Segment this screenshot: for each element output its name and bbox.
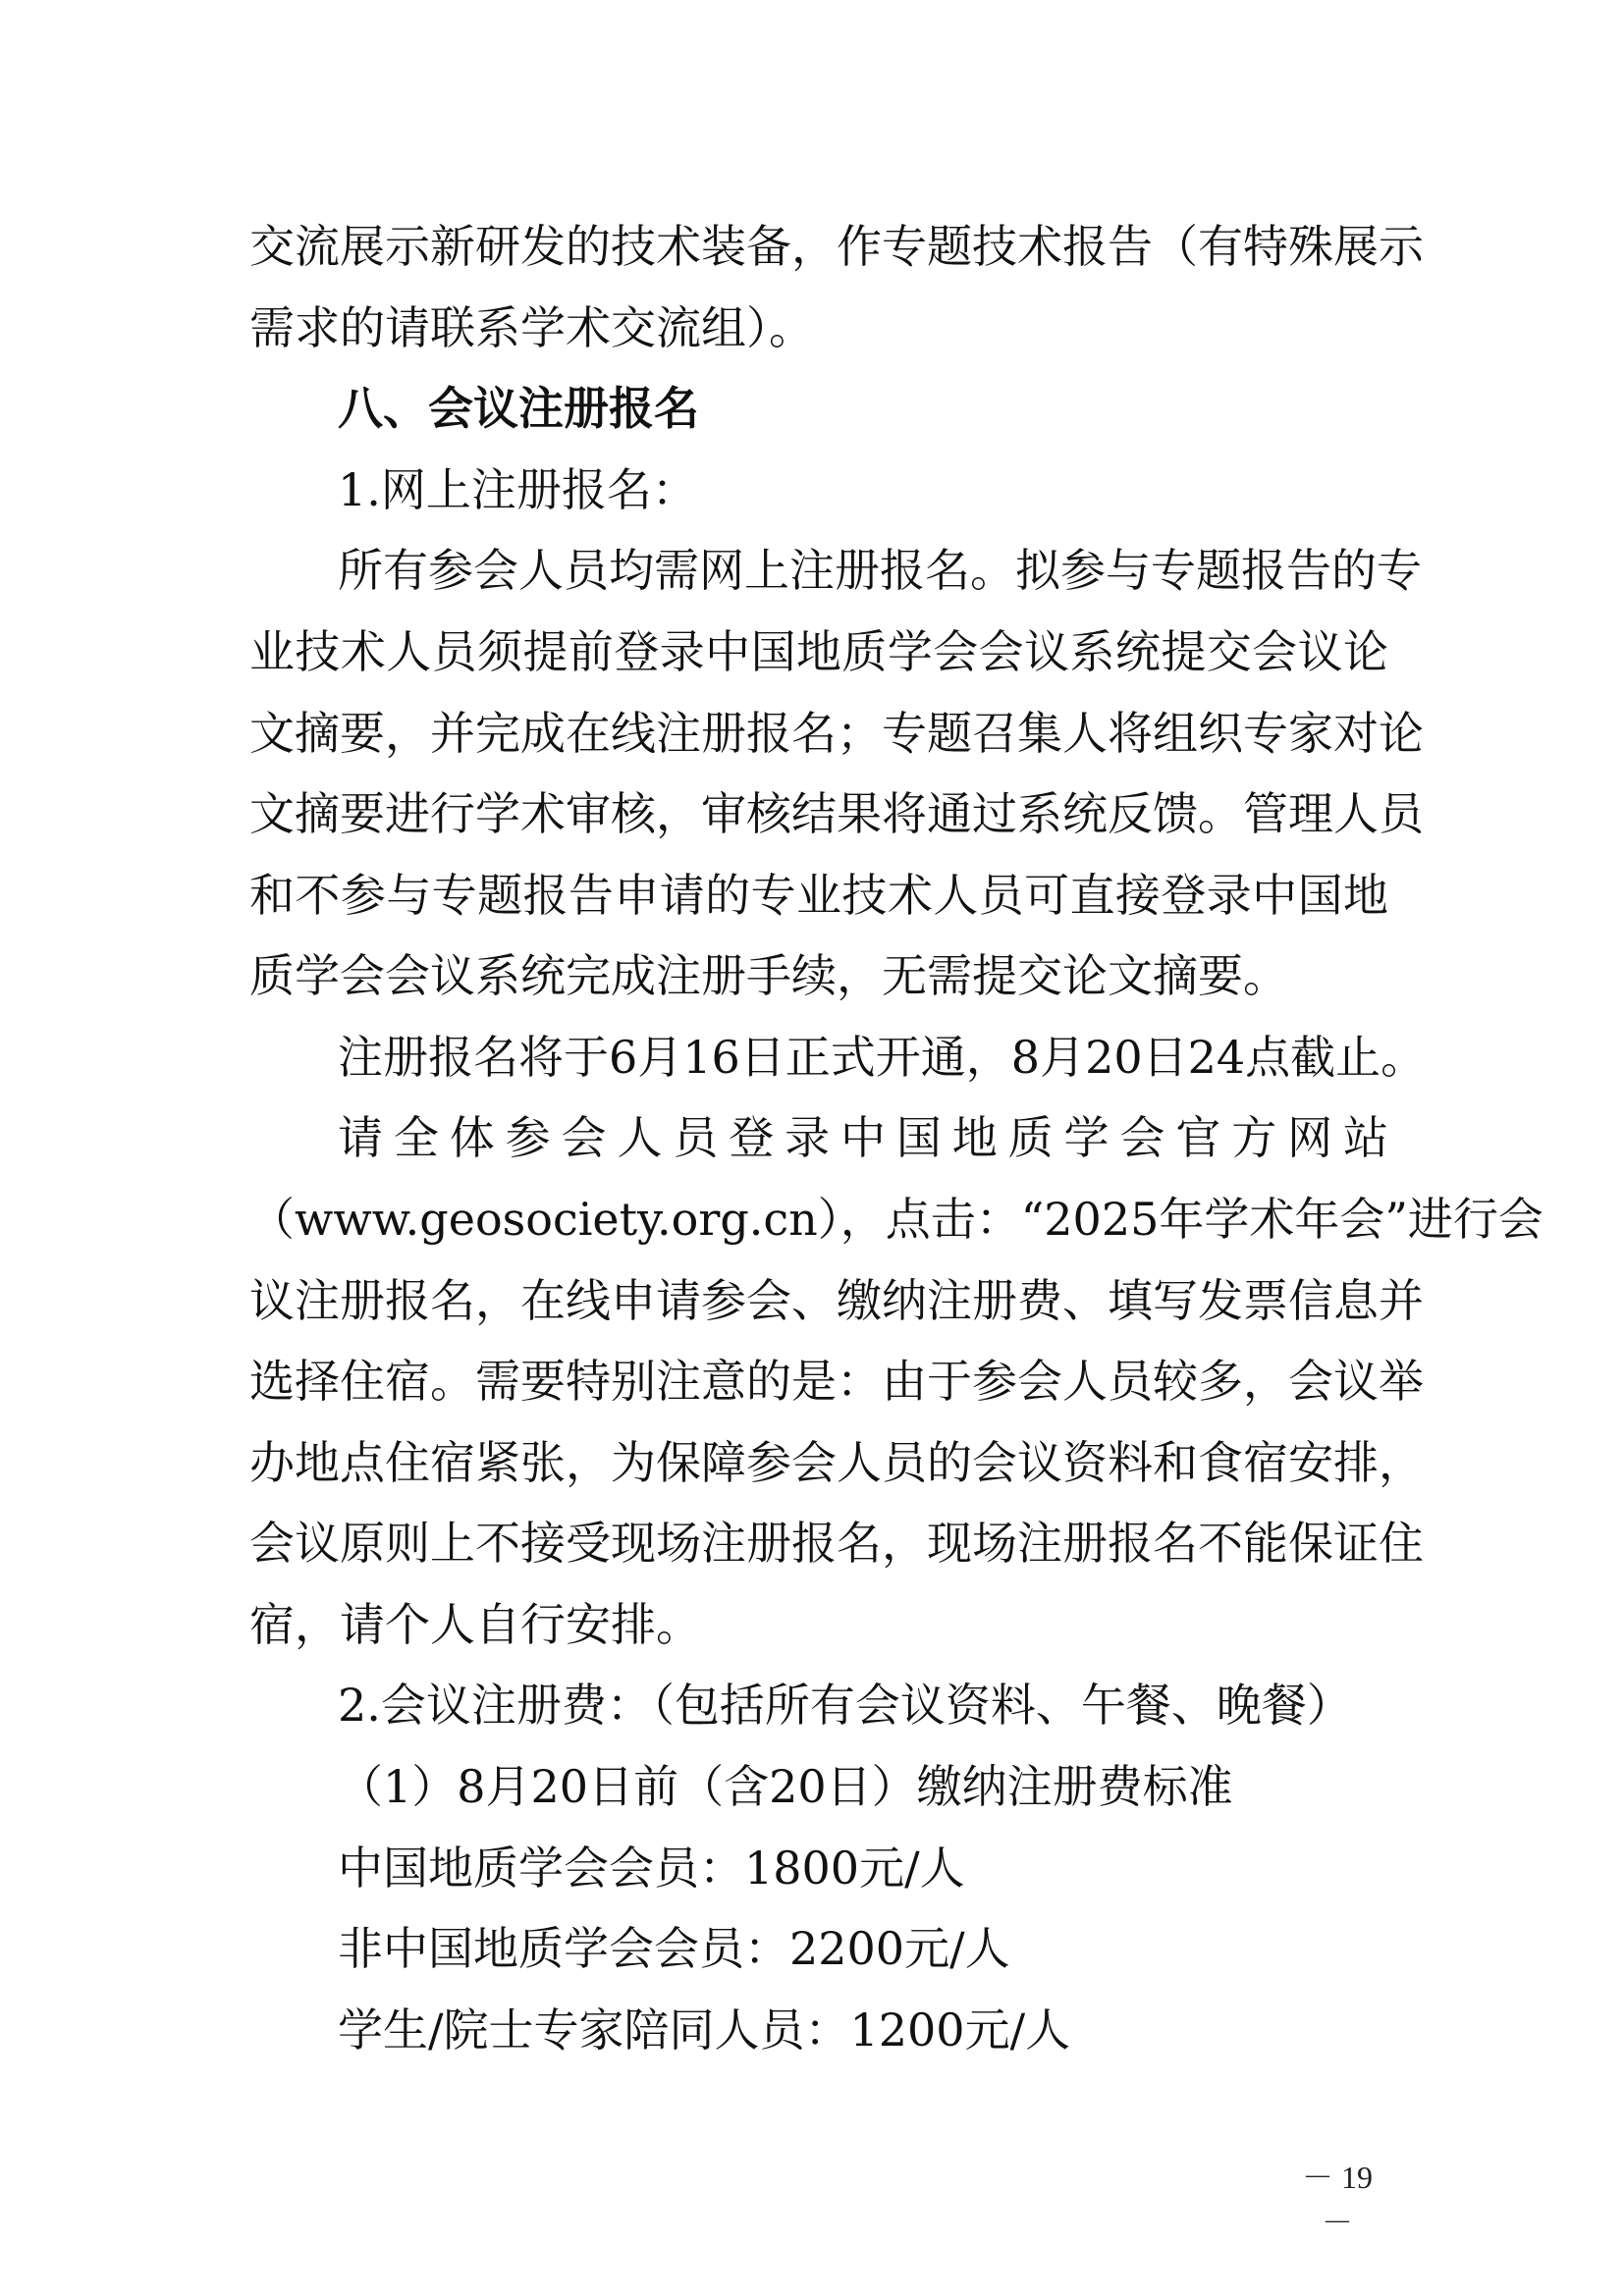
paragraph-line: 会议原则上不接受现场注册报名，现场注册报名不能保证住 [249, 1517, 1424, 1570]
paragraph-line: 选择住宿。需要特别注意的是：由于参会人员较多，会议举 [249, 1355, 1424, 1408]
paragraph-line: 和不参与专题报告申请的专业技术人员可直接登录中国地 [249, 869, 1388, 922]
paragraph-line: 质学会会议系统完成注册手续，无需提交论文摘要。 [249, 949, 1288, 1002]
paragraph-line: 办地点住宿紧张，为保障参会人员的会议资料和食宿安排， [249, 1436, 1424, 1489]
subsection-heading: 1.网上注册报名： [338, 463, 697, 516]
section-heading: 八、会议注册报名 [338, 382, 699, 435]
subsection-heading: 2.会议注册费：（包括所有会议资料、午餐、晚餐） [338, 1679, 1352, 1732]
paragraph-line: 所有参会人员均需网上注册报名。拟参与专题报告的专 [338, 544, 1422, 597]
fee-item: 学生/院士专家陪同人员：1200元/人 [338, 2003, 1071, 2056]
paragraph-line: 交流展示新研发的技术装备，作专题技术报告（有特殊展示 [249, 220, 1424, 273]
fee-item: 非中国地质学会会员：2200元/人 [338, 1922, 1010, 1975]
fee-item: 中国地质学会会员：1800元/人 [338, 1842, 965, 1895]
paragraph-line: 需求的请联系学术交流组）。 [249, 301, 814, 354]
paragraph-line: 请全体参会人员登录中国地质学会官方网站 [338, 1111, 1388, 1164]
page-number: － 19 － [1301, 2160, 1373, 2240]
paragraph-line: 业技术人员须提前登录中国地质学会会议系统提交会议论 [249, 625, 1388, 678]
paragraph-line: 议注册报名，在线申请参会、缴纳注册费、填写发票信息并 [249, 1274, 1424, 1327]
paragraph-line: 注册报名将于6月16日正式开通，8月20日24点截止。 [338, 1031, 1427, 1084]
paragraph-line: 文摘要，并完成在线注册报名；专题召集人将组织专家对论 [249, 707, 1424, 760]
paragraph-line: 文摘要进行学术审核，审核结果将通过系统反馈。管理人员 [249, 787, 1424, 840]
paragraph-line: 宿，请个人自行安排。 [249, 1598, 701, 1651]
fee-standard-heading: （1）8月20日前（含20日）缴纳注册费标准 [338, 1760, 1233, 1813]
paragraph-line: （www.geosociety.org.cn），点击：“2025年学术年会”进行会 [249, 1193, 1543, 1246]
